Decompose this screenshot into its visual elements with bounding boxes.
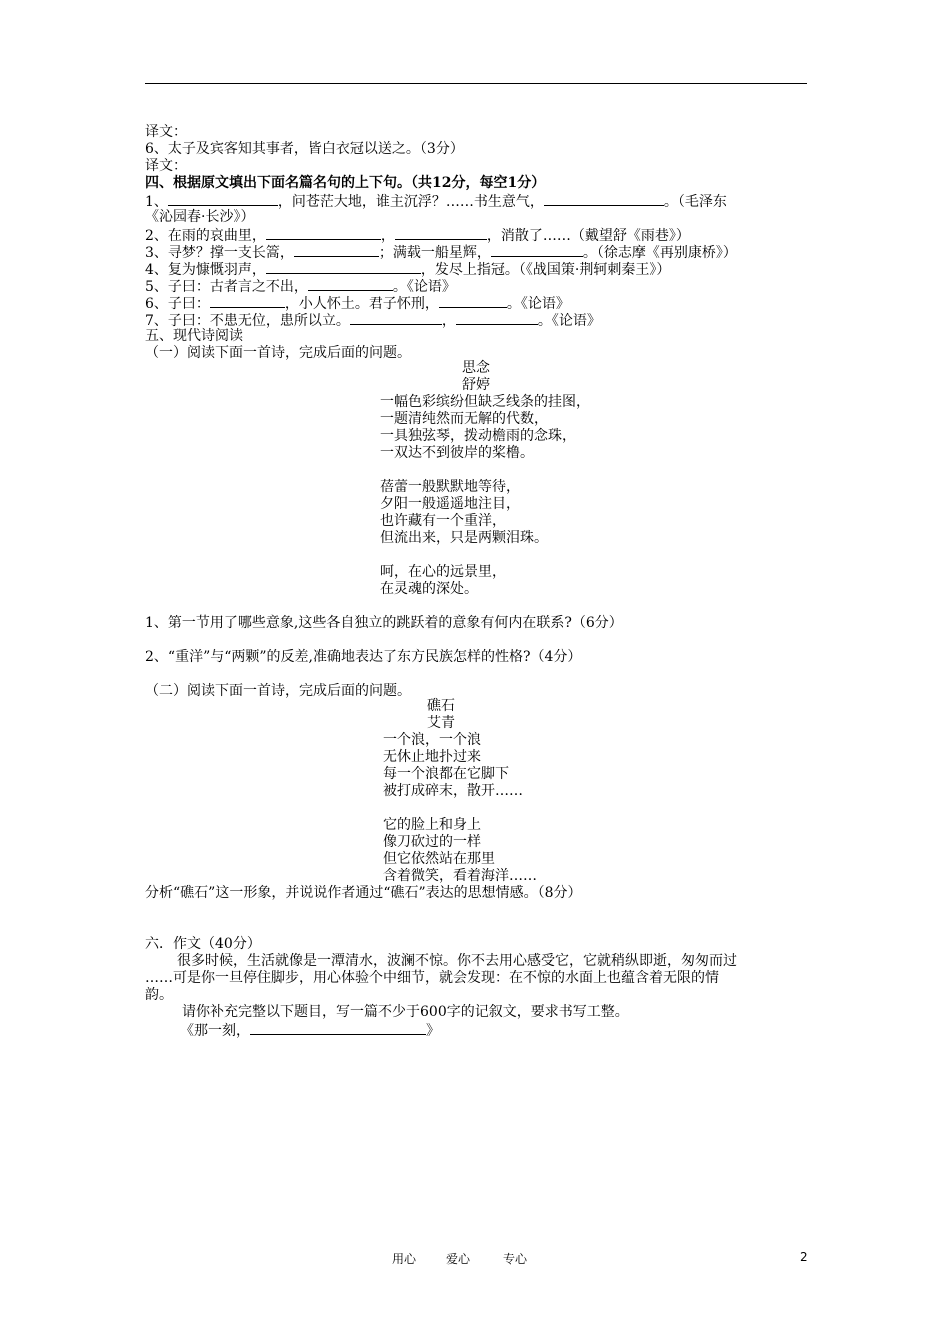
- poem2-line: 但它依然站在那里: [383, 851, 495, 867]
- fill-item-7: 7、子曰：不患无位，患所以立。 ， 。《论语》: [145, 313, 601, 329]
- poem1-line: 也许藏有一个重洋，: [380, 513, 506, 529]
- blank[interactable]: [210, 294, 285, 308]
- subsection-2-instruction: （二）阅读下面一首诗，完成后面的问题。: [145, 683, 411, 699]
- question-5-3: 分析“礁石”这一形象，并说说作者通过“礁石”表达的思想情感。（8分）: [145, 885, 582, 901]
- header-rule: [145, 83, 807, 84]
- blank[interactable]: [544, 192, 664, 206]
- poem1-line: 一双达不到彼岸的桨橹。: [380, 445, 534, 461]
- poem2-line: 无休止地扑过来: [383, 749, 481, 765]
- blank[interactable]: [294, 243, 379, 257]
- blank[interactable]: [350, 311, 442, 325]
- footer-text: 用心: [392, 1252, 417, 1266]
- essay-prompt-line: 很多时候，生活就像是一潭清水，波澜不惊。你不去用心感受它，它就稍纵即逝，匆匆而过: [177, 953, 737, 969]
- footer-text: 专心: [503, 1252, 528, 1266]
- fill-item-4: 4、复为慷慨羽声， ，发尽上指冠。（《战国策·荆轲刺秦王》）: [145, 262, 671, 278]
- essay-instruction: 请你补充完整以下题目，写一篇不少于600字的记叙文，要求书写工整。: [182, 1004, 629, 1020]
- poem1-line: 在灵魂的深处。: [380, 581, 478, 597]
- poem2-line: 含着微笑，看着海洋……: [383, 868, 537, 884]
- poem2-line: 它的脸上和身上: [383, 817, 481, 833]
- poem1-title: 思念: [462, 360, 490, 376]
- blank[interactable]: [168, 192, 278, 206]
- section-4-heading: 四、根据原文填出下面名篇名句的上下句。（共12分，每空1分）: [145, 175, 546, 191]
- blank[interactable]: [266, 260, 421, 274]
- section-5-heading: 五、现代诗阅读: [145, 328, 243, 344]
- blank[interactable]: [266, 226, 381, 240]
- translation-label: 译文：: [145, 158, 187, 174]
- poem1-line: 蓓蕾一般默默地等待，: [380, 479, 520, 495]
- translation-label: 译文：: [145, 124, 187, 140]
- poem1-line: 一题清纯然而无解的代数，: [380, 411, 548, 427]
- section-6-heading: 六．作文（40分）: [145, 936, 261, 952]
- essay-prompt-line: ……可是你一旦停住脚步，用心体验个中细节，就会发现：在不惊的水面上也蕴含着无限的情: [145, 970, 719, 986]
- essay-prompt-line: 韵。: [145, 987, 173, 1003]
- title-blank[interactable]: [250, 1021, 426, 1035]
- poem2-line: 像刀砍过的一样: [383, 834, 481, 850]
- poem1-line: 夕阳一般遥遥地注目，: [380, 496, 520, 512]
- blank[interactable]: [491, 243, 583, 257]
- question-6: 6、太子及宾客知其事者，皆白衣冠以送之。（3分）: [145, 141, 464, 157]
- fill-item-3: 3、寻梦？撑一支长篙， ；满载一船星辉， 。（徐志摩《再别康桥》）: [145, 245, 737, 261]
- blank[interactable]: [456, 311, 538, 325]
- poem1-line: 呵，在心的远景里，: [380, 564, 506, 580]
- essay-title-template: 《那一刻， 》: [180, 1023, 440, 1039]
- subsection-1-instruction: （一）阅读下面一首诗，完成后面的问题。: [145, 345, 411, 361]
- poem1-author: 舒婷: [462, 377, 490, 393]
- fill-item-6: 6、子曰： ，小人怀土。君子怀刑， 。《论语》: [145, 296, 570, 312]
- poem2-line: 被打成碎末，散开……: [383, 783, 523, 799]
- blank[interactable]: [308, 277, 393, 291]
- poem1-line: 一幅色彩缤纷但缺乏线条的挂图，: [380, 394, 590, 410]
- blank[interactable]: [439, 294, 507, 308]
- poem1-line: 一具独弦琴，拨动檐雨的念珠，: [380, 428, 576, 444]
- blank[interactable]: [395, 226, 487, 240]
- poem2-title: 礁石: [427, 698, 455, 714]
- fill-item-1-source: 《沁园春·长沙》）: [145, 209, 255, 225]
- fill-item-2: 2、在雨的哀曲里， ， ，消散了……（戴望舒《雨巷》）: [145, 228, 690, 244]
- question-5-1: 1、第一节用了哪些意象,这些各自独立的跳跃着的意象有何内在联系?（6分）: [145, 615, 623, 631]
- poem2-line: 一个浪，一个浪: [383, 732, 481, 748]
- page-number: 2: [800, 1250, 808, 1264]
- fill-item-5: 5、子曰：古者言之不出， 。《论语》: [145, 279, 456, 295]
- poem1-line: 但流出来，只是两颗泪珠。: [380, 530, 548, 546]
- poem2-author: 艾青: [427, 715, 455, 731]
- question-5-2: 2、“重洋”与“两颗”的反差,准确地表达了东方民族怎样的性格?（4分）: [145, 649, 582, 665]
- poem2-line: 每一个浪都在它脚下: [383, 766, 509, 782]
- footer-text: 爱心: [446, 1252, 471, 1266]
- fill-item-1: 1、 ，问苍茫大地，谁主沉浮？……书生意气， 。（毛泽东: [145, 194, 727, 210]
